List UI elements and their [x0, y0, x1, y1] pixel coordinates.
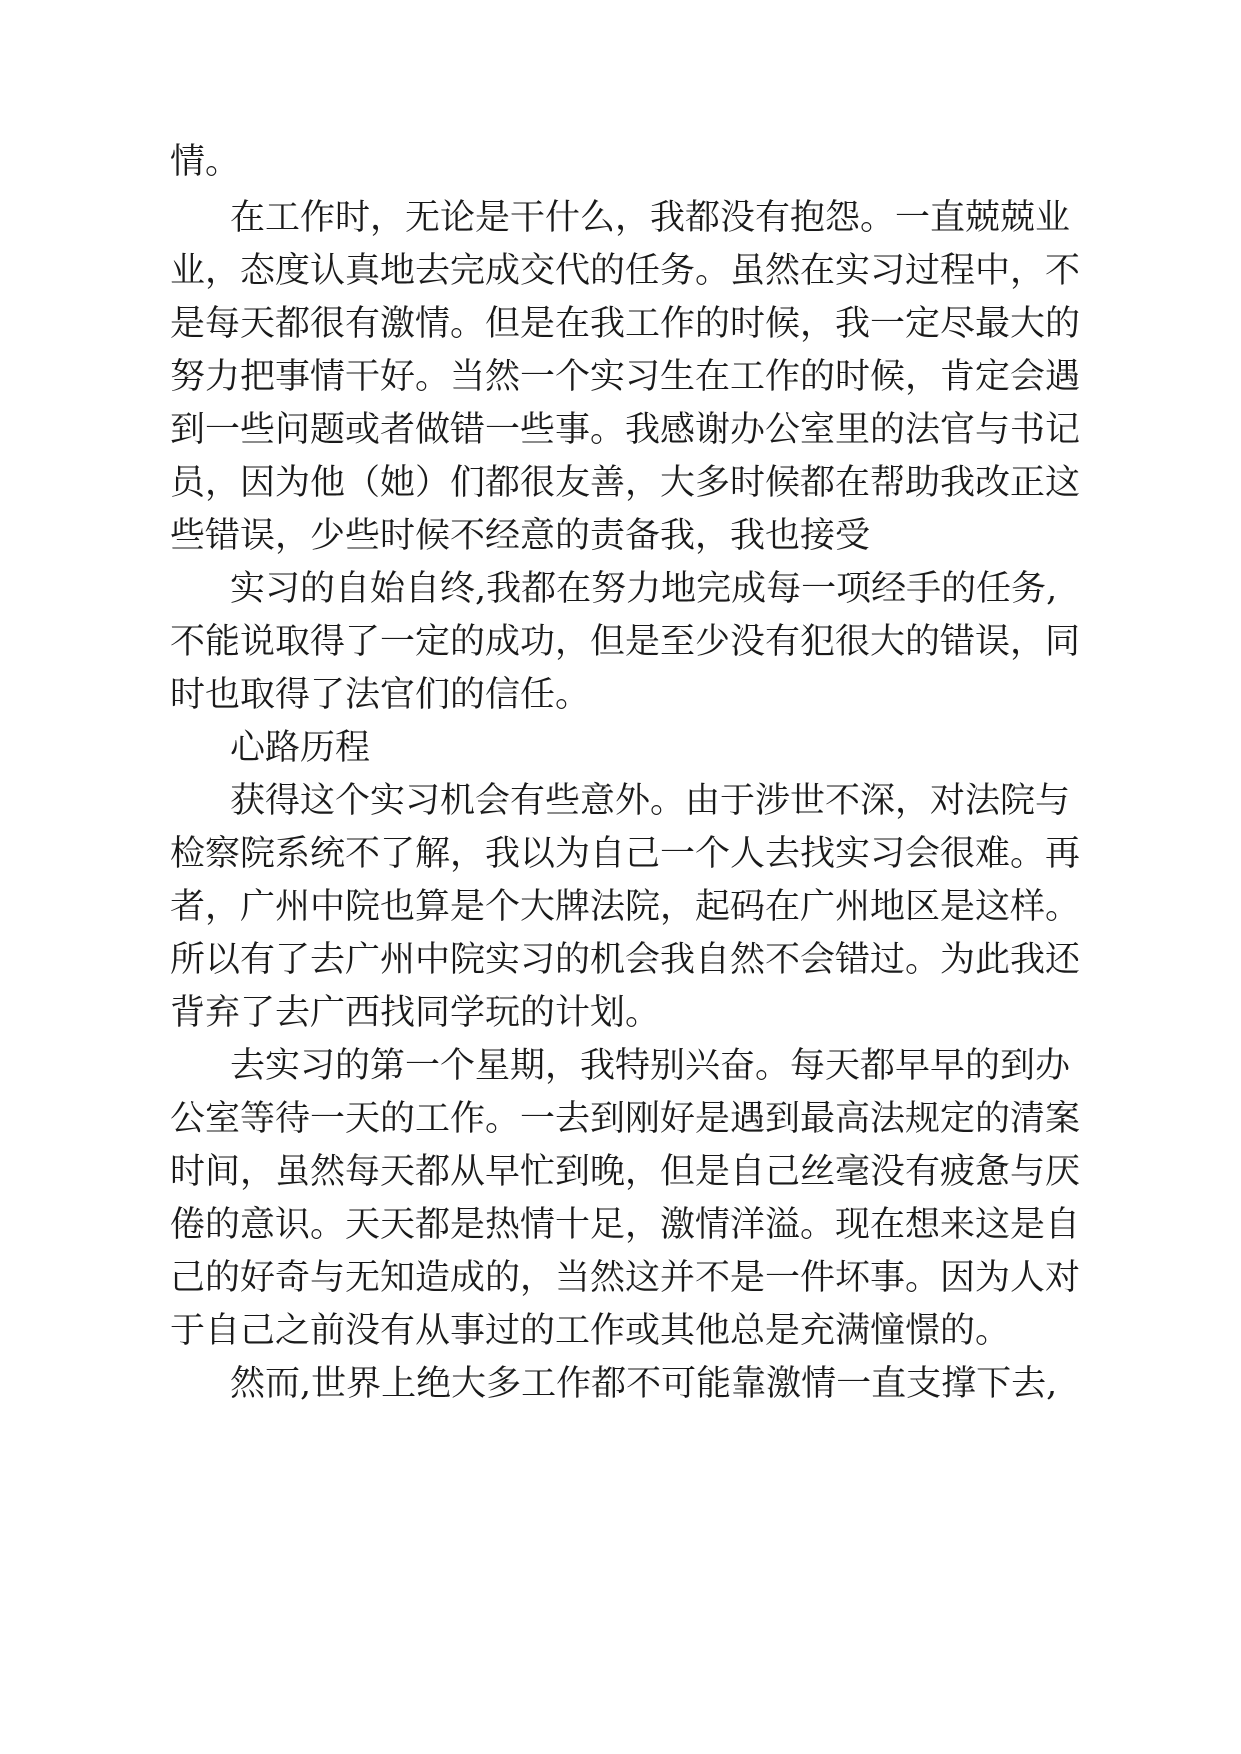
text-line: 实习的自始自终,我都在努力地完成每一项经手的任务, [230, 569, 1058, 609]
text-line: 去实习的第一个星期，我特别兴奋。每天都早早的到办 [230, 1046, 1071, 1086]
text-line: 是每天都很有激情。但是在我工作的时候，我一定尽最大的 [170, 304, 1081, 344]
text-line: 公室等待一天的工作。一去到刚好是遇到最高法规定的清案 [170, 1099, 1081, 1139]
text-line: 于自己之前没有从事过的工作或其他总是充满憧憬的。 [170, 1311, 1011, 1351]
text-line: 业，态度认真地去完成交代的任务。虽然在实习过程中，不 [170, 251, 1081, 291]
text-line: 时间，虽然每天都从早忙到晚，但是自己丝毫没有疲惫与厌 [170, 1152, 1081, 1192]
text-line: 获得这个实习机会有些意外。由于涉世不深，对法院与 [230, 781, 1071, 821]
text-line: 员，因为他（她）们都很友善，大多时候都在帮助我改正这 [170, 463, 1081, 503]
section-heading: 心路历程 [230, 728, 371, 768]
text-line: 所以有了去广州中院实习的机会我自然不会错过。为此我还 [170, 940, 1081, 980]
text-line: 检察院系统不了解，我以为自己一个人去找实习会很难。再 [170, 834, 1081, 874]
text-line: 倦的意识。天天都是热情十足，激情洋溢。现在想来这是自 [170, 1205, 1081, 1245]
text-line: 背弃了去广西找同学玩的计划。 [170, 993, 661, 1033]
text-line: 情。 [170, 142, 241, 182]
text-line: 己的好奇与无知造成的，当然这并不是一件坏事。因为人对 [170, 1258, 1081, 1298]
text-line: 些错误，少些时候不经意的责备我，我也接受 [170, 516, 871, 556]
text-line: 不能说取得了一定的成功，但是至少没有犯很大的错误，同 [170, 622, 1081, 662]
text-line: 在工作时，无论是干什么，我都没有抱怨。一直兢兢业 [230, 198, 1071, 238]
text-line: 努力把事情干好。当然一个实习生在工作的时候，肯定会遇 [170, 357, 1081, 397]
text-line: 者，广州中院也算是个大牌法院，起码在广州地区是这样。 [170, 887, 1081, 927]
text-line: 然而,世界上绝大多工作都不可能靠激情一直支撑下去, [230, 1364, 1058, 1404]
text-line: 到一些问题或者做错一些事。我感谢办公室里的法官与书记 [170, 410, 1081, 450]
text-line: 时也取得了法官们的信任。 [170, 675, 591, 715]
